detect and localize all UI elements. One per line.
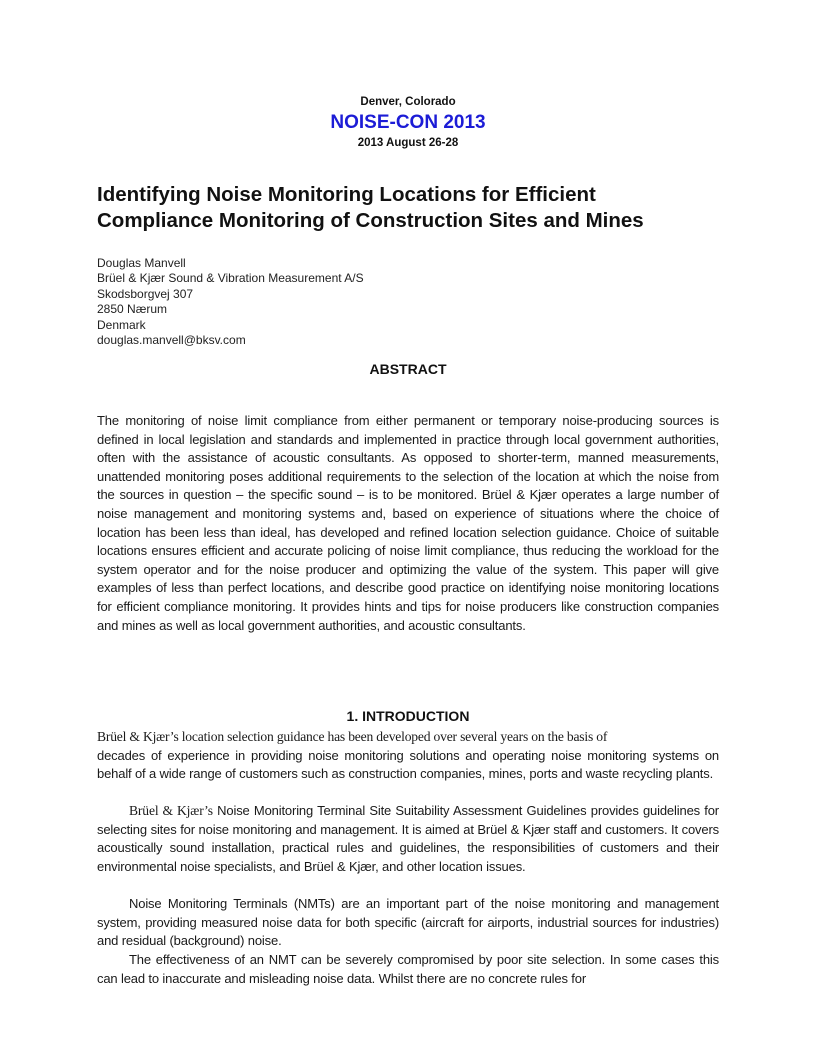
introduction-p2-serif: Brüel & Kjær’s — [129, 803, 213, 818]
author-affiliation: Brüel & Kjær Sound & Vibration Measurement A/S — [97, 271, 364, 286]
conference-dates: 2013 August 26-28 — [357, 137, 459, 149]
paper-title-line-1: Identifying Noise Monitoring Locations for Efficient — [97, 183, 596, 206]
conference-location: Denver, Colorado — [360, 96, 456, 108]
author-country: Denmark — [97, 317, 146, 332]
conference-name: NOISE-CON 2013 — [330, 112, 486, 133]
introduction-paragraph-1 — [97, 728, 719, 784]
author-block — [97, 256, 597, 348]
author-street: Skodsborgvej 307 — [97, 286, 194, 301]
introduction-p1-rest: decades of experience in providing noise monitoring solutions and operating noise monitoring systems on behalf of a wide range of customers such as construction companies, mines, ports and waste recycling plants. — [97, 747, 719, 782]
introduction-paragraph-3: Noise Monitoring Terminals (NMTs) are an important part of the noise monitoring and management system, providing measured noise data for both specific (aircraft for airports, industrial sources for industries) and residual (background) noise. — [97, 896, 719, 949]
author-city: 2850 Nærum — [97, 302, 168, 317]
introduction-heading: 1. INTRODUCTION — [346, 708, 470, 724]
introduction-p1-serif-line: Brüel & Kjær’s location selection guidance has been developed over several years on the basis of — [97, 729, 608, 744]
paper-title — [97, 182, 737, 234]
author-email: douglas.manvell@bksv.com — [97, 333, 246, 348]
introduction-paragraph-2 — [97, 802, 719, 876]
author-name: Douglas Manvell — [97, 256, 186, 270]
abstract-heading: ABSTRACT — [369, 361, 447, 377]
paper-title-line-2: Compliance Monitoring of Construction Sites and Mines — [97, 209, 644, 232]
introduction-p2-rest: Noise Monitoring Terminal Site Suitability Assessment Guidelines provides guidelines for selecting sites for noise monitoring and management. It is aimed at Brüel & Kjær staff and customers. It covers acoustically sound installation, practical rules and guidelines, the responsibilities of customers and their environmental noise specialists, and Brüel & Kjær, and other location issues. — [97, 803, 719, 874]
abstract-text: The monitoring of noise limit compliance from either permanent or temporary noise-producing sources is defined in local legislation and standards and implemented in practice through local government authorities, often with the assistance of acoustic consultants. As opposed to shorter-term, manned measurements, unattended monitoring poses additional requirements to the selection of the location at which the noise from the sources in question – the specific sound – is to be monitored. Brüel & Kjær operates a large number of noise management and monitoring systems and, based on experience of situations where the choice of location has been less than ideal, has developed and refined location selection guidance. Choice of suitable locations ensures efficient and accurate policing of noise limit compliance, thus reducing the workload for the system operator and for the noise producer and optimizing the value of the system. This paper will give examples of less than perfect locations, and describe good practice on identifying noise monitoring locations for efficient compliance monitoring. It provides hints and tips for noise producers like construction companies and mines as well as local government authorities, and acoustic consultants. — [97, 413, 719, 633]
introduction-paragraph-4: The effectiveness of an NMT can be severely compromised by poor site selection. In some cases this can lead to inaccurate and misleading noise data. Whilst there are no concrete rules for — [97, 952, 719, 986]
